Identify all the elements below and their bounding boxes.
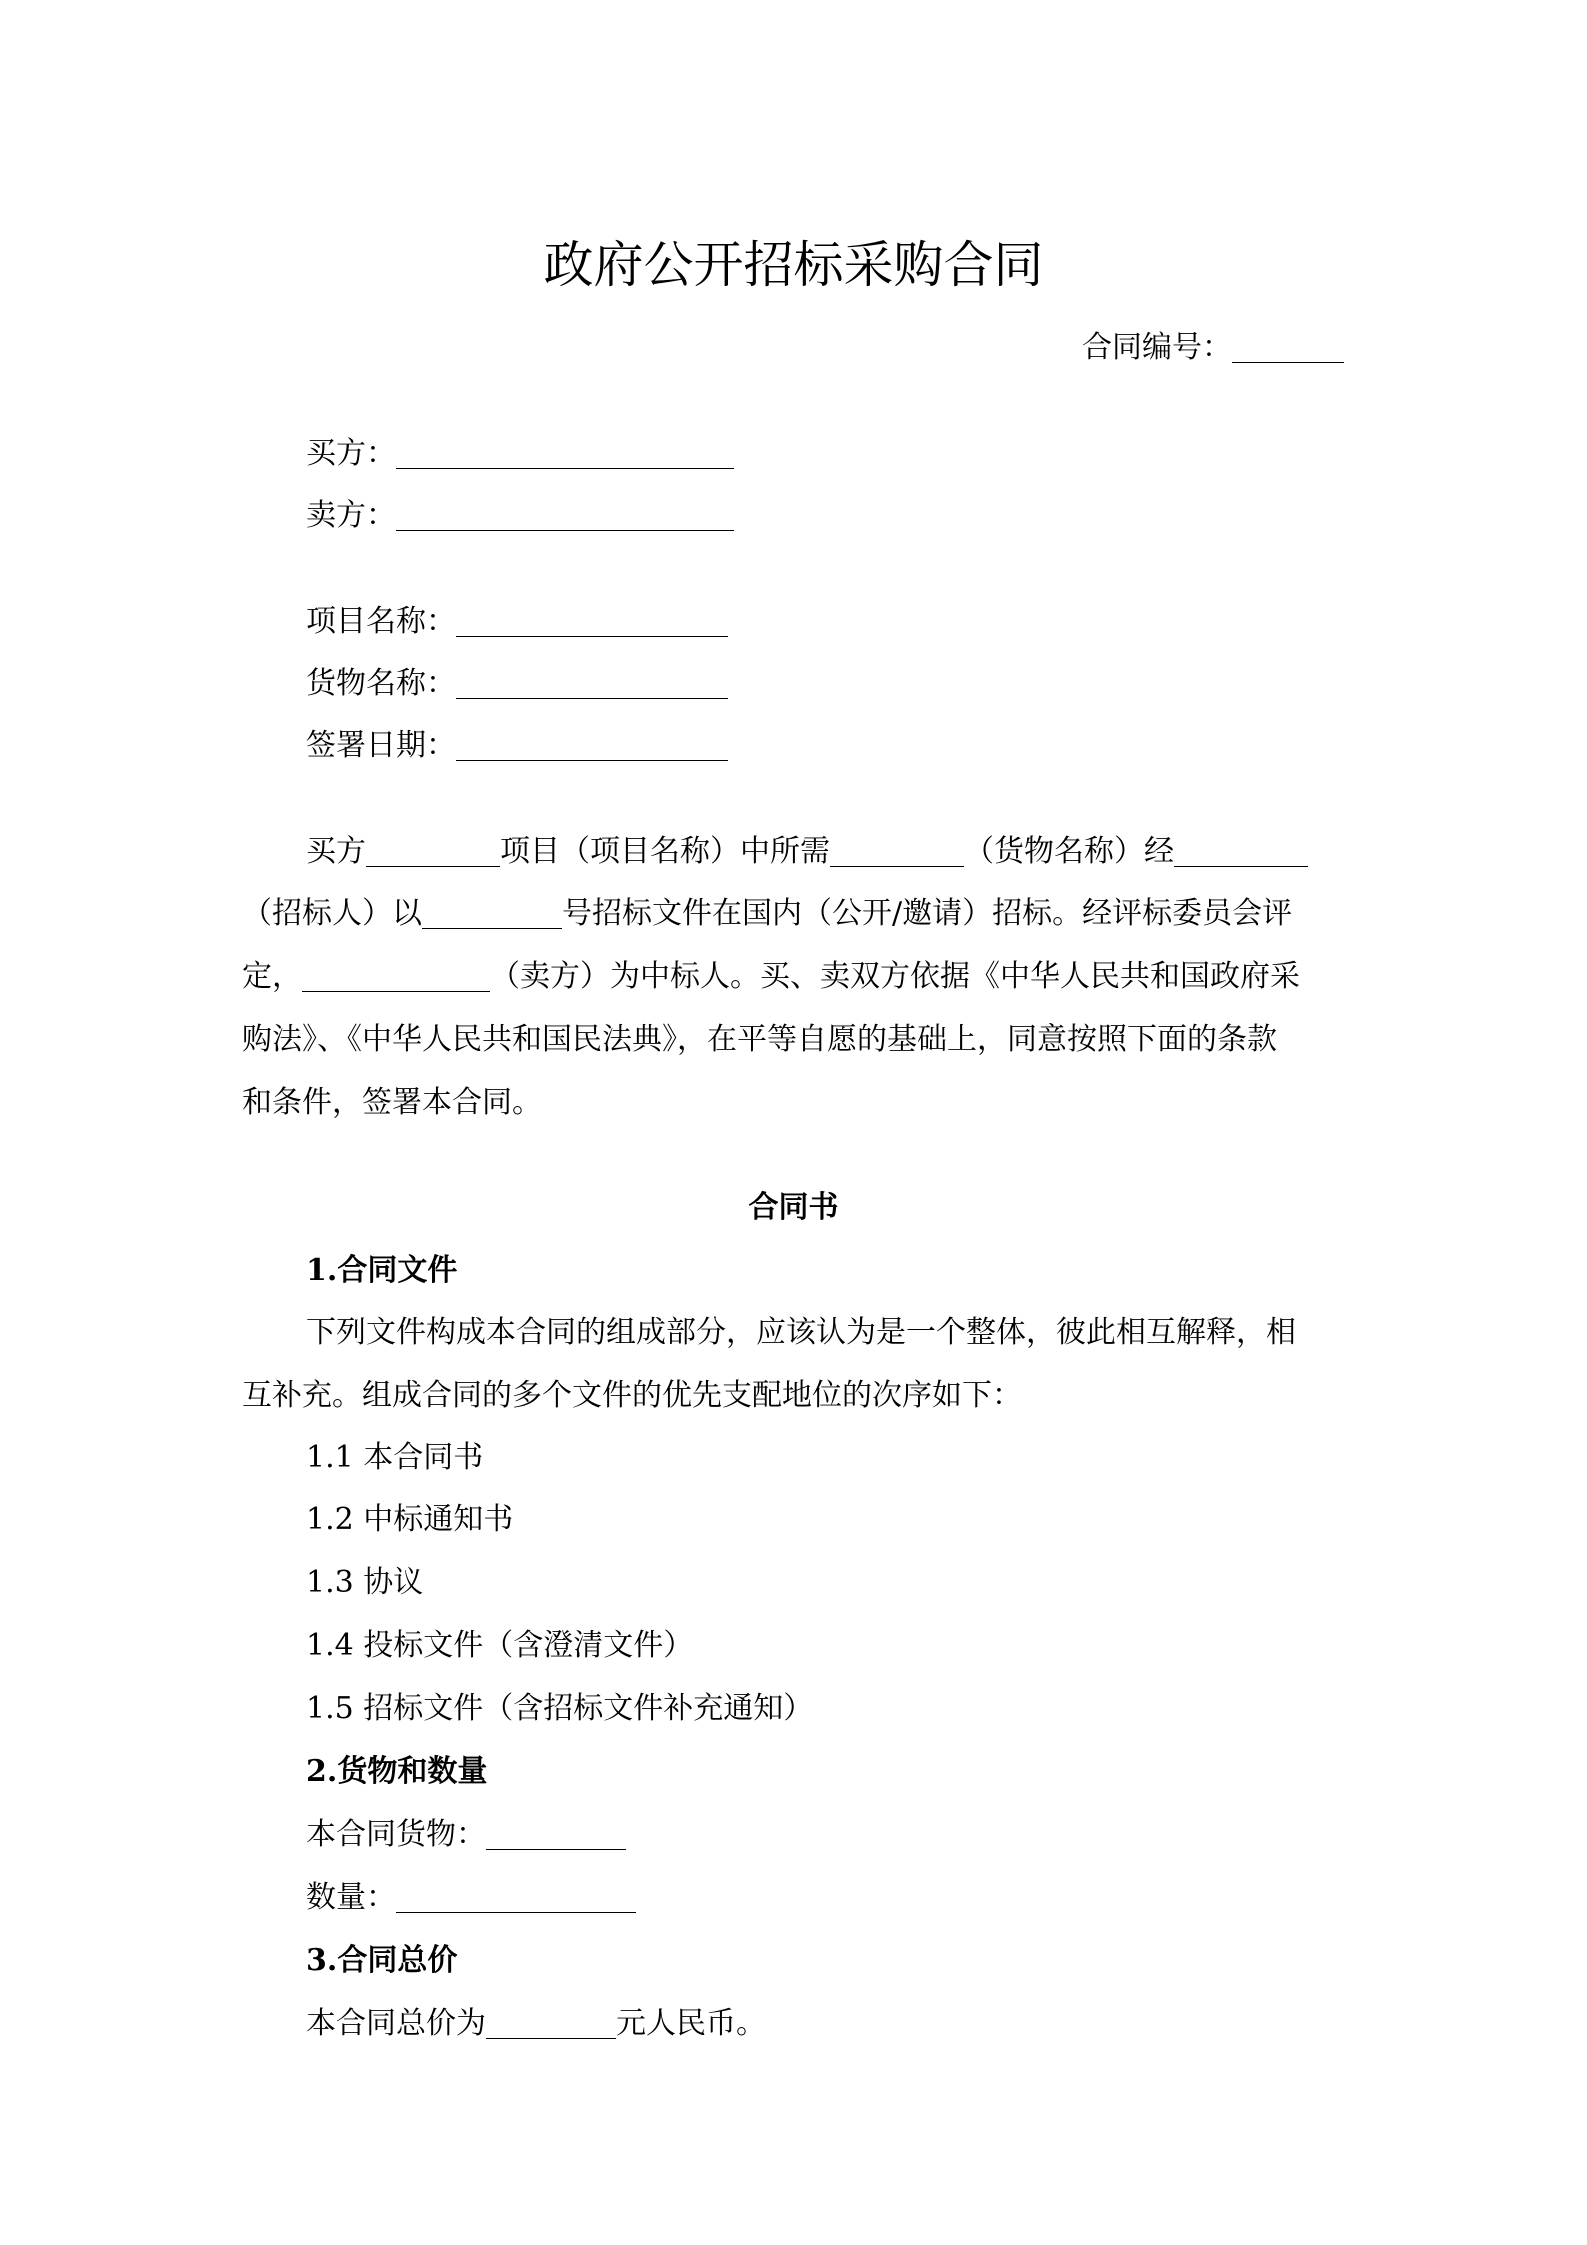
sign-date-label: 签署日期： (306, 728, 456, 763)
section-3-heading: 3.合同总价 (306, 1943, 458, 1978)
contract-goods-label: 本合同货物： (306, 1817, 486, 1852)
list-item: 1.4 投标文件（含澄清文件） (306, 1628, 694, 1663)
goods-name-blank[interactable] (456, 668, 728, 699)
list-item: 1.3 协议 (306, 1565, 424, 1600)
project-name-label: 项目名称： (306, 604, 456, 639)
intro-text: 定， (242, 959, 302, 994)
section-1-para-line-1: 下列文件构成本合同的组成部分，应该认为是一个整体，彼此相互解释，相 (306, 1315, 1296, 1350)
intro-tender-no-blank[interactable] (422, 898, 562, 929)
section-1-para-line-2: 互补充。组成合同的多个文件的优先支配地位的次序如下： (242, 1378, 1022, 1413)
intro-line-3 (242, 957, 1300, 997)
buyer-blank[interactable] (396, 438, 734, 469)
total-price-blank[interactable] (486, 2008, 616, 2039)
contract-number-line (1082, 328, 1344, 368)
seller-line (306, 496, 734, 536)
intro-line-5: 和条件，签署本合同。 (242, 1085, 542, 1120)
intro-text: （招标人）以 (242, 896, 422, 931)
quantity-line (306, 1878, 636, 1918)
intro-line-4: 购法》、《中华人民共和国民法典》，在平等自愿的基础上，同意按照下面的条款 (242, 1022, 1277, 1057)
intro-line-2 (242, 894, 1292, 934)
section-1-heading: 1.合同文件 (306, 1253, 458, 1288)
intro-seller-blank[interactable] (302, 961, 490, 992)
seller-blank[interactable] (396, 500, 734, 531)
quantity-label: 数量： (306, 1880, 396, 1915)
total-price-line (306, 2004, 766, 2044)
list-item: 1.5 招标文件（含招标文件补充通知） (306, 1691, 814, 1726)
buyer-line (306, 434, 734, 474)
project-name-line (306, 602, 728, 642)
intro-line-1 (306, 832, 1308, 872)
goods-name-label: 货物名称： (306, 666, 456, 701)
intro-text: 买方 (306, 834, 366, 869)
intro-tenderer-blank[interactable] (1174, 836, 1308, 867)
intro-buyer-blank[interactable] (366, 836, 500, 867)
total-price-unit: 元人民币。 (616, 2006, 766, 2041)
list-item: 1.1 本合同书 (306, 1440, 484, 1475)
intro-goods-blank[interactable] (830, 836, 964, 867)
seller-label: 卖方： (306, 498, 396, 533)
intro-text: 号招标文件在国内（公开/邀请）招标。经评标委员会评 (562, 896, 1293, 931)
contract-goods-line (306, 1815, 626, 1855)
list-item: 1.2 中标通知书 (306, 1502, 514, 1537)
sign-date-blank[interactable] (456, 730, 728, 761)
intro-text: （货物名称）经 (964, 834, 1174, 869)
sign-date-line (306, 726, 728, 766)
quantity-blank[interactable] (396, 1882, 636, 1913)
section-2-heading: 2.货物和数量 (306, 1754, 488, 1789)
intro-text: 项目（项目名称）中所需 (500, 834, 830, 869)
buyer-label: 买方： (306, 436, 396, 471)
contract-heading: 合同书 (748, 1190, 839, 1225)
project-name-blank[interactable] (456, 606, 728, 637)
goods-name-line (306, 664, 728, 704)
contract-number-label: 合同编号： (1082, 330, 1232, 365)
contract-goods-blank[interactable] (486, 1819, 626, 1850)
intro-text: （卖方）为中标人。买、卖双方依据《中华人民共和国政府采 (490, 959, 1300, 994)
contract-number-blank[interactable] (1232, 332, 1344, 363)
document-title: 政府公开招标采购合同 (543, 236, 1044, 294)
total-price-text: 本合同总价为 (306, 2006, 486, 2041)
